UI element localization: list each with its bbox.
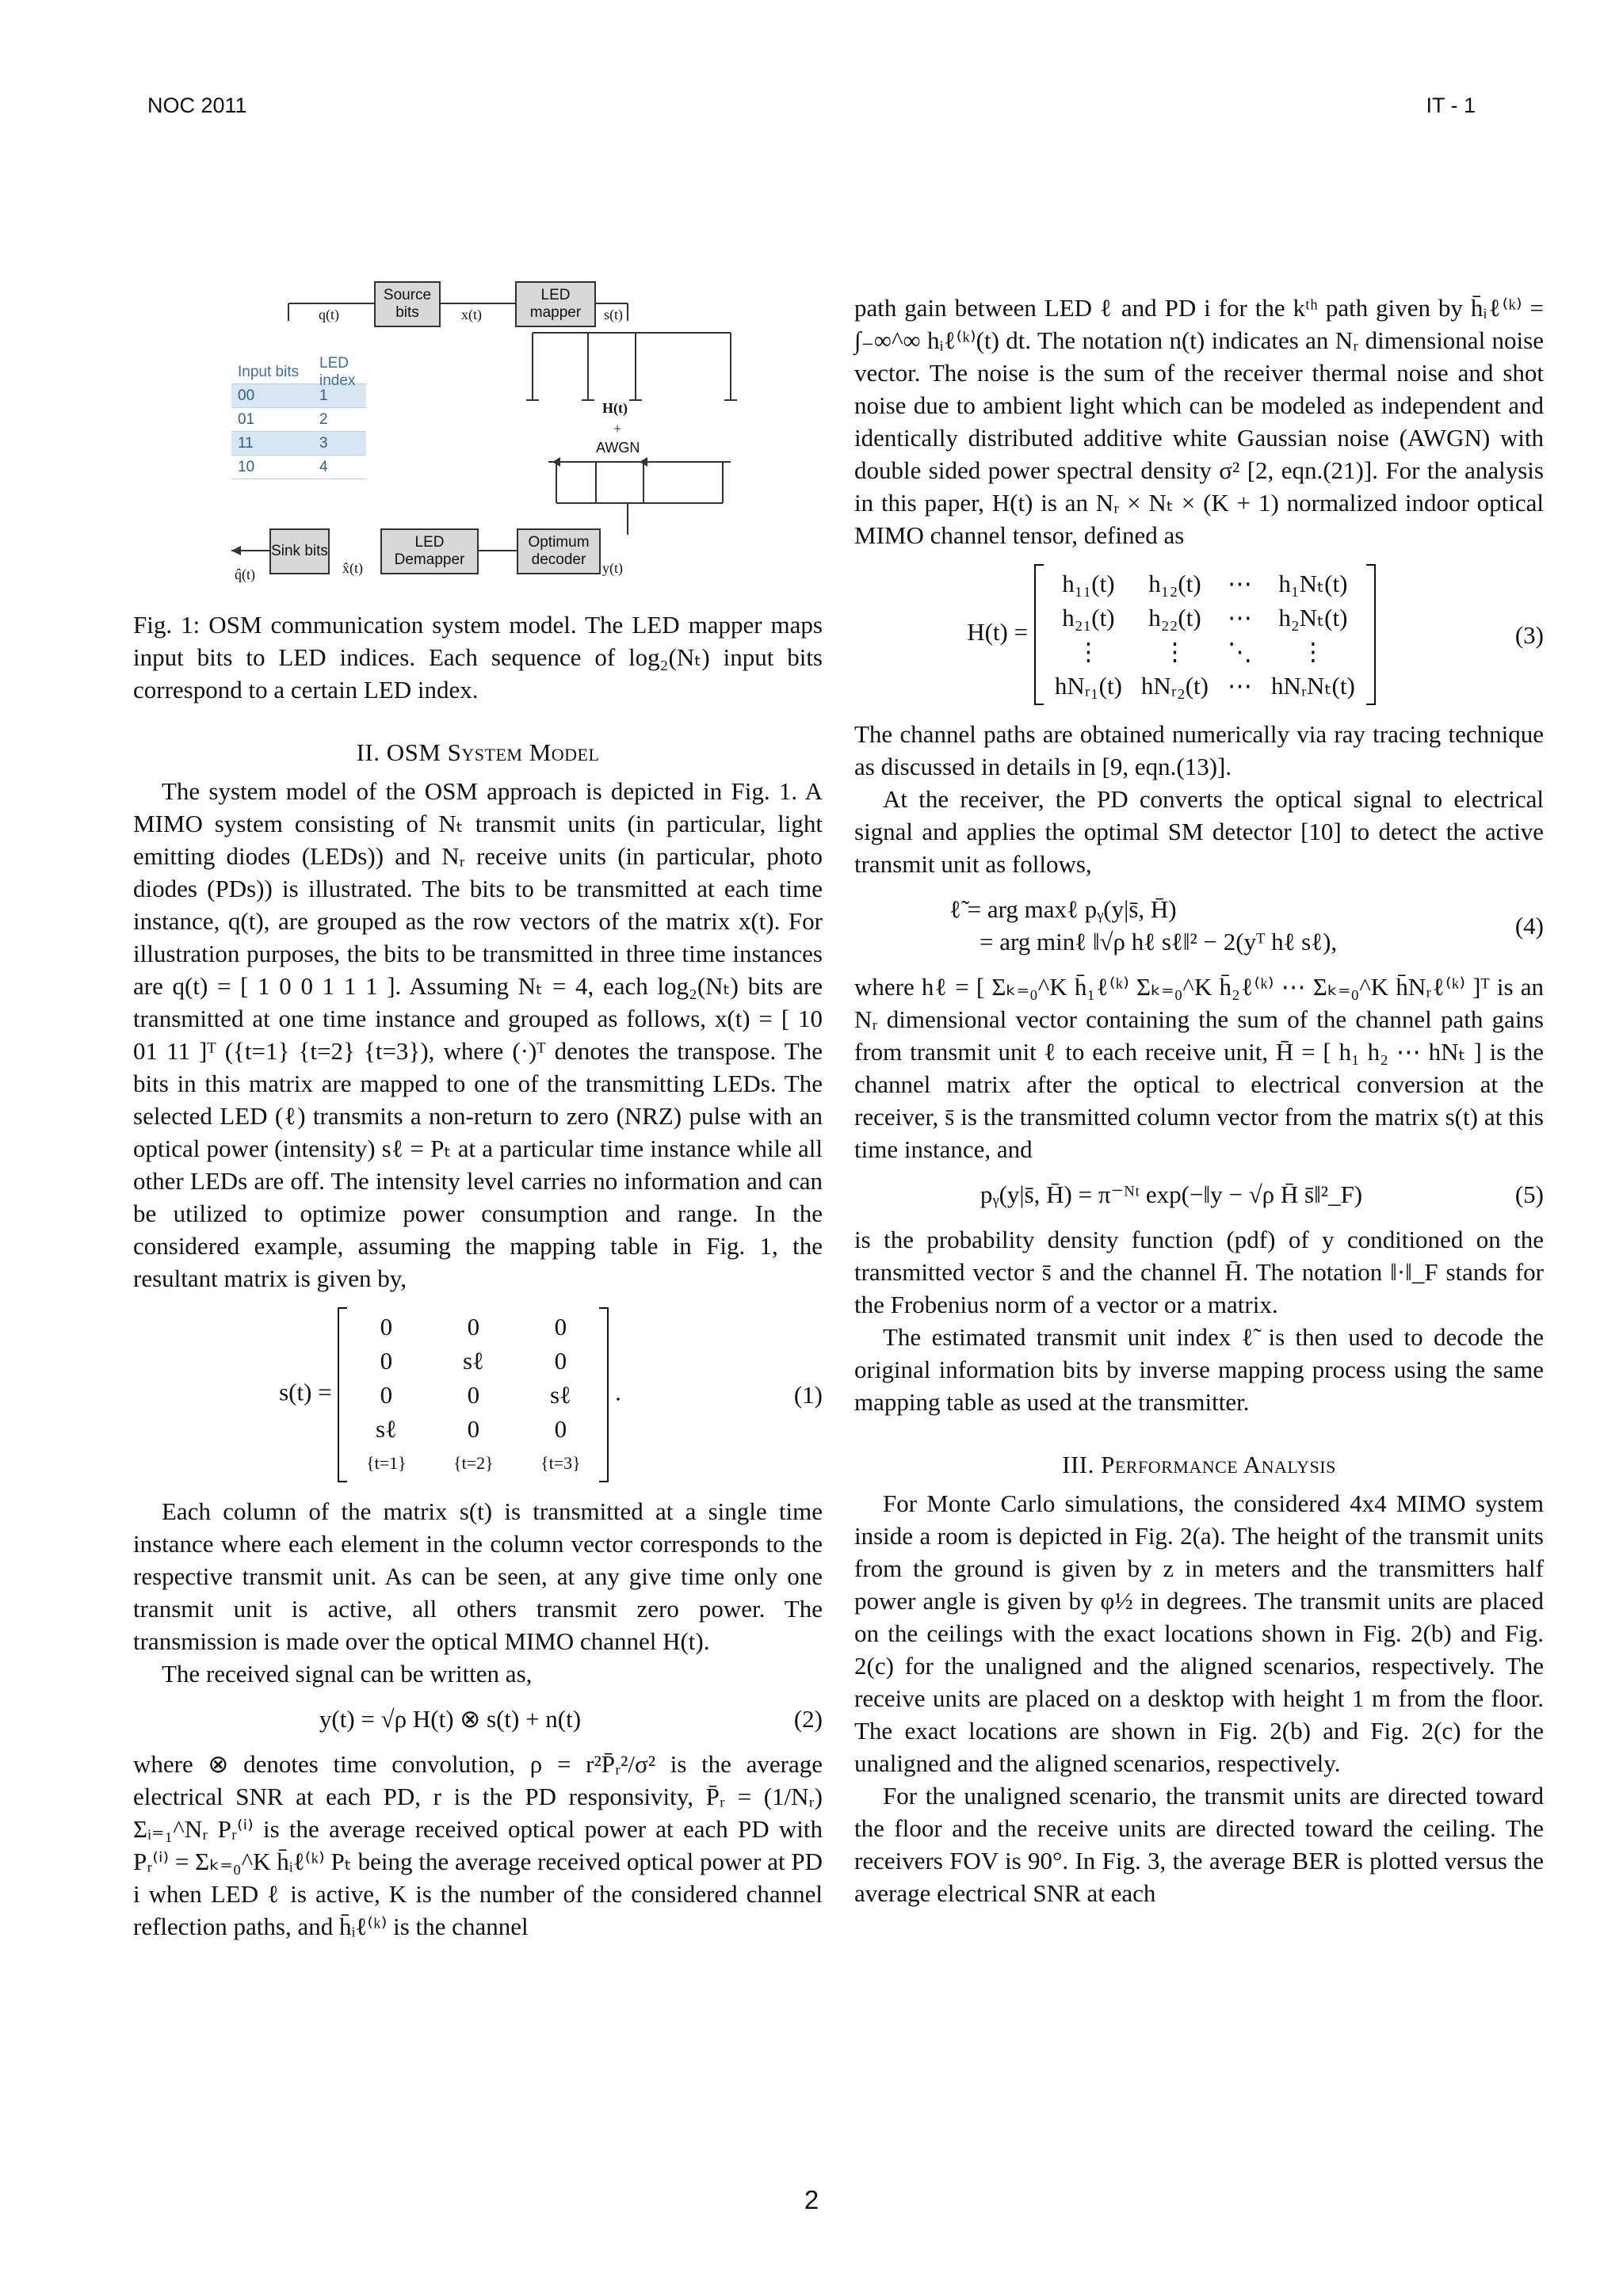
matrix-subscript: {t=1} [366,1453,407,1473]
matrix-subscript: {t=3} [540,1453,581,1473]
paragraph: At the receiver, the PD converts the optical signal to electrical signal and applies the optimal SM detector [10] to detect the active transmit unit as follows, [854,785,1544,878]
table-row [231,408,366,432]
section-title-3: III. Performance Analysis [1062,1451,1336,1478]
equation-body: y(t) = √ρ H(t) ⊗ s(t) + n(t) [319,1705,582,1733]
table-cell: 11 [238,434,254,452]
running-header-right: IT - 1 [1426,93,1476,117]
matrix-cell: h₁₂(t) [1148,570,1201,597]
matrix-cell: hNᵣ₂(t) [1140,672,1209,700]
paragraph: is the probability density function (pdf) of y conditioned on the transmitted vector s̄ and the channel H̄. The notation ‖·‖_F stands for the Frobenius norm of a vector or a matrix. [854,1226,1544,1318]
equation-end: . [615,1378,621,1406]
signal-x-label: x(t) [461,307,482,322]
matrix-cell: ⋯ [1228,672,1252,700]
paragraph: where ⊗ denotes time convolution, ρ = r²P̄ᵣ²/σ² is the average electrical SNR at each PD, r is the PD responsivity, P̄ᵣ = (1/Nᵣ) Σᵢ₌₁^Nᵣ Pᵣ⁽ⁱ⁾ is the average received optical power at each PD with Pᵣ⁽ⁱ⁾ = Σₖ₌₀^K h̄ᵢℓ⁽ᵏ⁾ Pₜ being the average received optical power at PD i when LED ℓ is active, K is the number of the considered channel reflection paths, and h̄ᵢℓ⁽ᵏ⁾ is the channel [133,1750,823,1940]
paragraph: For Monte Carlo simulations, the considered 4x4 MIMO system inside a room is depicted in Fig. 2(a). The height of the transmit units from the ground is given by z in meters and the transmitters half power angle is given by φ½ in degrees. The transmit units are placed on the ceilings with the exact locations shown in Fig. 2(b) and Fig. 2(c) for the unaligned and the aligned scenarios, respectively. The receive units are placed on a desktop with height 1 m from the floor. The exact locations are shown in Fig. 2(b) and Fig. 2(c) for the unaligned and the aligned scenarios, respectively. [854,1489,1544,1777]
table-cell: 3 [319,434,328,452]
matrix-cell: ⋯ [1228,604,1252,631]
equation-number: (5) [1514,1180,1544,1208]
paragraph: where hℓ = [ Σₖ₌₀^K h̄₁ℓ⁽ᵏ⁾ Σₖ₌₀^K h̄₂ℓ⁽ᵏ⁾ ⋯ Σₖ₌₀^K h̄Nᵣℓ⁽ᵏ⁾ ]ᵀ is an Nᵣ dimensional vector containing the sum of the channel path gains from transmit unit ℓ to each receive unit, H̄ = [ h₁ h₂ ⋯ hNₜ ] is the channel matrix after the optical to electrical conversion at the receiver, s̄ is the transmitted column vector from the matrix s(t) at this time instance, and [854,973,1544,1163]
signal-y-label: y(t) [602,560,623,576]
equation-body [854,564,1488,705]
awgn-label: AWGN [596,440,640,456]
plus-label: + [613,421,622,437]
matrix-cell: 0 [467,1381,480,1409]
table-row [231,432,366,456]
paragraph: For the unaligned scenario, the transmit units are directed toward the floor and the receive units are directed toward the ceiling. The receivers FOV is 90°. In Fig. 3, the average BER is plotted versus the average electrical SNR at each [854,1782,1544,1907]
equation-4 [854,893,1544,958]
table-cell: 4 [319,458,328,475]
matrix-cell: 0 [554,1347,567,1375]
equation-lhs: s(t) = [279,1378,332,1406]
matrix-cell: h₂Nₜ(t) [1278,604,1348,631]
equation-line: = arg minℓ ‖√ρ hℓ sℓ‖² − 2(yᵀ hℓ sℓ), [980,928,1338,955]
paragraph: The channel paths are obtained numerically via ray tracing technique as discussed in details in [9, eqn.(13)]. [854,720,1544,780]
running-header-left: NOC 2011 [147,93,247,117]
left-column [133,608,823,1943]
mapping-table [231,354,366,479]
figure-caption: Fig. 1: OSM communication system model. The LED mapper maps input bits to LED indices. Each sequence of log₂(Nₜ) input bits correspond to a certain LED index. [133,611,823,704]
page-number: 2 [804,2185,819,2214]
optimum-decoder-block: Optimum decoder [517,528,601,574]
matrix-cell: 0 [467,1415,480,1443]
matrix-cell: 0 [467,1313,480,1341]
table-row [231,384,366,408]
section-title-2: II. OSM System Model [356,738,600,766]
table-row [231,456,366,479]
table-cell: 00 [238,387,255,404]
paragraph: path gain between LED ℓ and PD i for the kᵗʰ path given by h̄ᵢℓ⁽ᵏ⁾ = ∫₋∞^∞ hᵢℓ⁽ᵏ⁾(t) dt. The notation n(t) indicates an Nᵣ dimensional noise vector. The noise is the sum of the receiver thermal noise and shot noise due to ambient light which can be modeled as independent and identically distributed additive white Gaussian noise (AWGN) with double sided power spectral density σ² [2, eqn.(21)]. For the analysis in this paper, H(t) is an Nᵣ × Nₜ × (K + 1) normalized indoor optical MIMO channel tensor, defined as [854,294,1544,549]
matrix-cell: 0 [380,1381,393,1409]
right-column [854,292,1544,1909]
led-mapper-block: LED mapper [515,281,596,327]
matrix-cell: h₂₂(t) [1148,604,1201,631]
matrix-cell: ⋮ [1300,638,1326,666]
matrix-cell: h₁₁(t) [1062,570,1115,597]
signal-s-label: s(t) [604,307,623,322]
matrix-h [1034,564,1376,705]
paragraph: The estimated transmit unit index ℓ̃ is then used to decode the original information bits by inverse mapping process using the same mapping table as used at the transmitter. [854,1323,1544,1416]
figure-osm-system-model [223,273,762,582]
led-demapper-block: LED Demapper [380,528,479,574]
equation-body [854,893,1488,958]
equation-number: (2) [793,1705,823,1733]
equation-line: ℓ̃ = arg maxℓ pᵧ(y|s̄, H̄) [949,895,1177,923]
mapping-table-header-index: LED index [319,354,356,389]
table-cell: 1 [319,387,328,404]
matrix-cell: sℓ [375,1415,397,1443]
matrix-cell: 0 [380,1347,393,1375]
source-bits-block: Source bits [374,281,441,327]
matrix-cell: ⋯ [1228,570,1252,597]
matrix-cell: sℓ [549,1381,571,1409]
sink-bits-block: Sink bits [269,528,330,574]
table-cell: 10 [238,458,255,475]
channel-label: H(t) [602,400,628,416]
matrix-cell: sℓ [462,1347,484,1375]
matrix-subscript: {t=2} [453,1453,494,1473]
matrix-cell: h₂₁(t) [1062,604,1115,631]
signal-qhat-label: q̂(t) [235,566,255,582]
matrix-cell: hNᵣ₁(t) [1054,672,1122,700]
signal-q-label: q(t) [319,307,339,322]
equation-lhs: H(t) = [967,618,1029,646]
matrix-cell: hNᵣNₜ(t) [1271,672,1355,700]
matrix-cell: ⋮ [1162,638,1187,666]
paragraph: The system model of the OSM approach is depicted in Fig. 1. A MIMO system consisting of Nₜ transmit units (in particular, light emitting diodes (LEDs)) and Nᵣ receive units (in particular, photo diodes (PDs)) is illustrated. The bits to be transmitted at each time instance, q(t), are grouped as the row vectors of the matrix x(t). For illustration purposes, the bits to be transmitted in three time instances are q(t) = [ 1 0 0 1 1 1 ]. Assuming Nₜ = 4, each log₂(Nₜ) bits are transmitted at one time instance and grouped as follows, x(t) = [ 10 01 11 ]ᵀ ({t=1} {t=2} {t=3}), where (·)ᵀ denotes the transpose. The bits in this matrix are mapped to one of the transmitting LEDs. The selected LED (ℓ) transmits a non-return to zero (NRZ) pulse with an optical power (intensity) sℓ = Pₜ at a particular time instance while all other LEDs are off. The intensity level carries no information and can be utilized to optimize power consumption and range. In the considered example, assuming the mapping table in Fig. 1, the resultant matrix is given by, [133,777,823,1292]
matrix-cell: 0 [380,1313,393,1341]
matrix-s [338,1307,609,1482]
equation-number: (1) [793,1381,823,1409]
equation-number: (3) [1514,620,1544,649]
mapping-table-header [231,354,366,389]
equation-body [133,1307,767,1482]
equation-1 [133,1307,823,1482]
matrix-cell: 0 [554,1415,567,1443]
matrix-cell: 0 [554,1313,567,1341]
matrix-cell: ⋱ [1228,638,1252,666]
matrix-cell: h₁Nₜ(t) [1278,570,1348,597]
equation-5 [854,1178,1544,1211]
paragraph: The received signal can be written as, [162,1660,533,1688]
mapping-table-header-bits: Input bits [238,363,300,380]
equation-number: (4) [1514,911,1544,940]
paragraph: Each column of the matrix s(t) is transmitted at a single time instance where each element in the column vector corresponds to the respective transmit unit. As can be seen, at any give time only one transmit unit is active, all others transmit zero power. The transmission is made over the optical MIMO channel H(t). [133,1497,823,1655]
matrix-cell: ⋮ [1075,638,1101,666]
table-cell: 2 [319,410,328,428]
equation-3 [854,564,1544,705]
equation-2 [133,1703,823,1735]
table-cell: 01 [238,410,255,428]
signal-xhat-label: x̂(t) [342,560,363,576]
equation-body: pᵧ(y|s̄, H̄) = π⁻ᴺᵗ exp(−‖y − √ρ H̄ s̄‖²_F) [980,1180,1363,1208]
